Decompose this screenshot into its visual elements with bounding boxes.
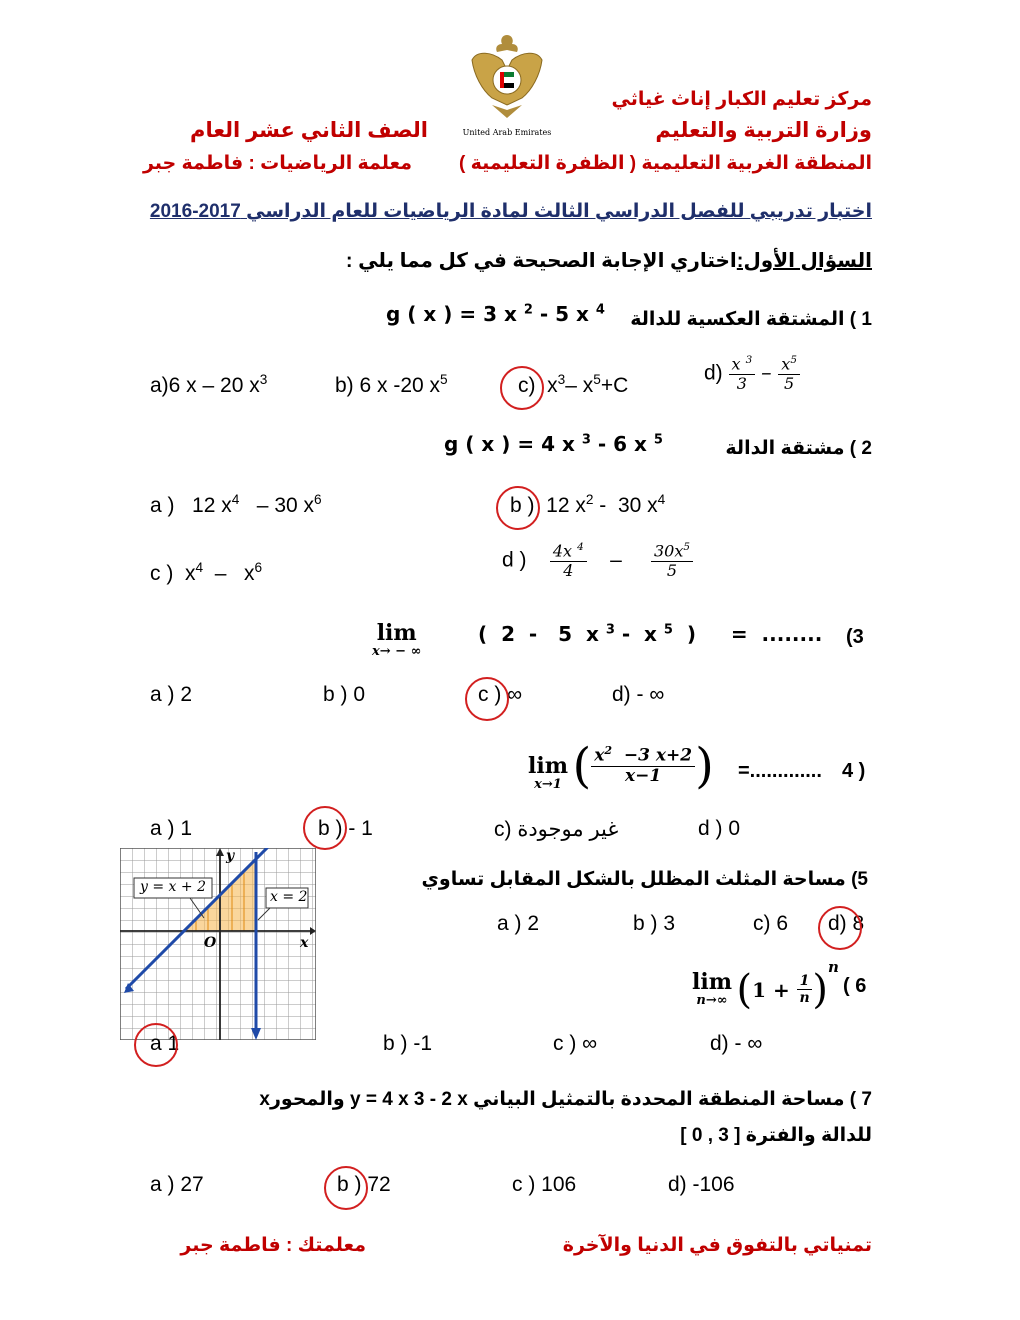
q6-number: ( 6 bbox=[843, 975, 867, 997]
grade-label: الصف الثاني عشر العام bbox=[190, 119, 428, 142]
q7-option-b[interactable]: b ) 72 bbox=[337, 1173, 391, 1196]
q4-option-a[interactable]: a ) 1 bbox=[150, 817, 193, 840]
q6-answer-circle bbox=[134, 1023, 178, 1067]
q7-option-a[interactable]: a ) 27 bbox=[150, 1173, 204, 1196]
q3-option-d[interactable]: d) - ∞ bbox=[612, 683, 665, 706]
q7-answer-circle bbox=[324, 1166, 368, 1210]
q4-answer-circle bbox=[303, 806, 347, 850]
uae-emblem bbox=[462, 30, 552, 140]
section-instruction: اختاري الإجابة الصحيحة في كل مما يلي : bbox=[345, 250, 737, 272]
q6-option-b[interactable]: b ) -1 bbox=[383, 1032, 433, 1055]
ministry-name: وزارة التربية والتعليم bbox=[655, 119, 872, 142]
q7-text-line1: 7 ) مساحة المنطقة المحددة بالتمثيل البياني y = 4 x 3 - 2 x والمحورx bbox=[259, 1089, 872, 1110]
q6-option-c[interactable]: c ) ∞ bbox=[553, 1032, 598, 1055]
q3-number: (3 bbox=[846, 626, 864, 648]
q3-option-b[interactable]: b ) 0 bbox=[323, 683, 366, 706]
q1-text: 1 ) المشتقة العكسية للدالة bbox=[630, 309, 872, 330]
q3-expression: ( 2 - 5 x $^3$ - x $^5$ ) = ........ bbox=[478, 622, 823, 646]
q6-option-a[interactable]: a 1 bbox=[150, 1032, 180, 1055]
q2-option-c[interactable]: c ) $x^4 - x^6$ bbox=[150, 560, 263, 585]
q6-limit-subscript: n→∞ bbox=[696, 993, 728, 1009]
q5-option-c[interactable]: c) 6 bbox=[753, 912, 789, 935]
graph-label-line2: x = 2 bbox=[270, 889, 308, 905]
q4-option-d[interactable]: d ) 0 bbox=[698, 817, 741, 840]
q2-option-b[interactable]: b ) 12 $x^2 - 30$ $x^4$ bbox=[510, 492, 666, 517]
q5-graph bbox=[120, 848, 316, 1040]
q7-text-line2: للدالة والفترة [ 3 , 0 ] bbox=[680, 1125, 872, 1146]
q7-option-d[interactable]: d) -106 bbox=[668, 1173, 735, 1196]
q1-expression: g ( x ) = 3 x $^2$ - 5 x $^4$ bbox=[386, 302, 605, 326]
q5-option-d[interactable]: d) 8 bbox=[828, 912, 865, 935]
footer-teacher: معلمتك : فاطمة جبر bbox=[180, 1235, 366, 1256]
q1-option-d[interactable]: d) $\frac{x ^3}{3}$ – $\frac{x^5}{5}$ bbox=[704, 355, 800, 393]
q2-answer-circle bbox=[496, 486, 540, 530]
graph-label-origin: O bbox=[204, 935, 217, 951]
q1-answer-circle bbox=[500, 366, 544, 410]
q6-option-d[interactable]: d) - ∞ bbox=[710, 1032, 763, 1055]
graph-label-y: y bbox=[226, 848, 235, 864]
exam-title: اختبار تدريبي للفصل الدراسي الثالث لمادة الرياضيات للعام الدراسي 2017-2016 bbox=[149, 201, 872, 222]
q7-option-c[interactable]: c ) 106 bbox=[512, 1173, 577, 1196]
q1-option-a[interactable]: a)6 x – 20 $x^3$ bbox=[150, 372, 268, 397]
q2-option-a[interactable]: a ) 12 $x^4 - 30$ $x^6$ bbox=[150, 492, 322, 517]
q6-limit: lim n→∞ (1 + $\frac{1}{n}$ )$^n$ bbox=[692, 958, 839, 1013]
teacher-name: معلمة الرياضيات : فاطمة جبر bbox=[142, 153, 412, 174]
q5-answer-circle bbox=[818, 906, 865, 950]
q5-option-b[interactable]: b ) 3 bbox=[633, 912, 676, 935]
section-heading bbox=[346, 248, 872, 273]
q3-option-c[interactable]: c ) ∞ bbox=[478, 683, 523, 706]
q5-text: 5) مساحة المثلث المظلل بالشكل المقابل تساوي bbox=[421, 869, 868, 890]
emblem-caption: United Arab Emirates bbox=[462, 128, 552, 137]
q3-answer-circle bbox=[465, 677, 509, 721]
q4-number: 4 ) bbox=[842, 760, 866, 782]
q4-limit: lim x→1 ( $\frac{x^2 -3 x+2}{x-1}$ ) bbox=[528, 738, 714, 794]
q2-option-d[interactable]: d ) $\frac{4x ^4}{4}$ – $\frac{30x^5}{5}$ bbox=[502, 542, 693, 580]
footer-wish: تمنياتي بالتفوق في الدنيا والآخرة bbox=[562, 1235, 872, 1256]
section-label: السؤال الأول: bbox=[736, 250, 872, 272]
q3-option-a[interactable]: a ) 2 bbox=[150, 683, 193, 706]
q4-option-b[interactable]: b ) - 1 bbox=[318, 817, 373, 840]
q1-option-c[interactable]: c) $x^3-$ $x^5+C$ bbox=[518, 372, 629, 397]
graph-label-x: x bbox=[300, 935, 309, 951]
q4-limit-subscript: x→1 bbox=[534, 776, 562, 792]
q2-option-d-label: d ) bbox=[502, 548, 527, 572]
q3-limit-subscript: x→ − ∞ bbox=[372, 644, 422, 659]
q4-equals: =............. bbox=[738, 760, 822, 782]
center-name: مركز تعليم الكبار إناث غياثي bbox=[611, 89, 872, 110]
graph-label-line1: y = x + 2 bbox=[140, 879, 206, 895]
q5-option-a[interactable]: a ) 2 bbox=[497, 912, 540, 935]
q4-option-c[interactable]: c) غير موجودة bbox=[494, 818, 619, 841]
region-name: المنطقة الغربية التعليمية ( الظفرة التعليمية ) bbox=[459, 153, 872, 174]
q2-expression: g ( x ) = 4 x $^3$ - 6 x $^5$ bbox=[444, 432, 663, 456]
q2-text: 2 ) مشتقة الدالة bbox=[725, 438, 872, 459]
q1-option-d-label: d) bbox=[704, 361, 723, 385]
q1-option-b[interactable]: b) 6 x -20 $x^5$ bbox=[335, 372, 448, 397]
q3-limit: lim x→ − ∞ bbox=[372, 620, 422, 659]
